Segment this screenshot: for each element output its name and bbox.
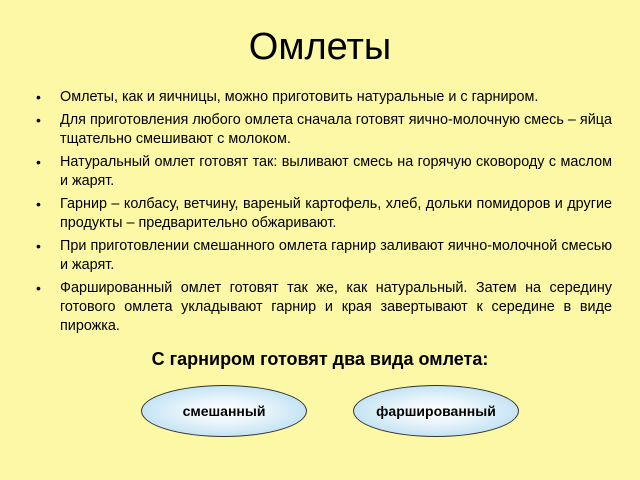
- bullet-text: Натуральный омлет готовят так: выливают смесь на горячую сковороду с маслом и жарят.: [60, 154, 612, 189]
- bullet-text: При приготовлении смешанного омлета гарнир заливают яично-молочной смесью и жарят.: [60, 238, 612, 273]
- bullet-text: Для приготовления любого омлета сначала готовят яично-молочную смесь – яйца тщательно смешивают с молоком.: [60, 112, 612, 147]
- bullet-item: [36, 111, 612, 149]
- bullet-item: [36, 195, 612, 233]
- bullet-item: [36, 237, 612, 275]
- omelet-type-mixed-ellipse: [141, 385, 307, 437]
- bullet-item: [36, 88, 612, 107]
- omelet-type-stuffed-ellipse: [353, 385, 519, 437]
- bullet-list: [36, 88, 612, 340]
- omelet-type-stuffed-label: фаршированный: [376, 403, 496, 419]
- bullet-text: Омлеты, как и яичницы, можно приготовить натуральные и с гарниром.: [60, 89, 539, 105]
- bullet-dot-icon: •: [36, 238, 41, 254]
- bullet-dot-icon: •: [36, 154, 41, 170]
- bullet-text: Фаршированный омлет готовят так же, как натуральный. Затем на середину готового омлета укладывают гарнир и края завертывают к середине в виде пирожка.: [60, 280, 612, 334]
- bullet-text: Гарнир – колбасу, ветчину, вареный картофель, хлеб, дольки помидоров и другие продукты – предварительно обжаривают.: [60, 196, 612, 231]
- bullet-dot-icon: •: [36, 112, 41, 128]
- bullet-dot-icon: •: [36, 196, 41, 212]
- bullet-dot-icon: •: [36, 89, 41, 105]
- subheading: С гарниром готовят два вида омлета:: [151, 349, 489, 369]
- slide-title: Омлеты: [248, 26, 392, 68]
- bullet-item: [36, 279, 612, 336]
- bullet-dot-icon: •: [36, 280, 41, 296]
- omelet-type-mixed-label: смешанный: [182, 403, 266, 419]
- bullet-item: [36, 153, 612, 191]
